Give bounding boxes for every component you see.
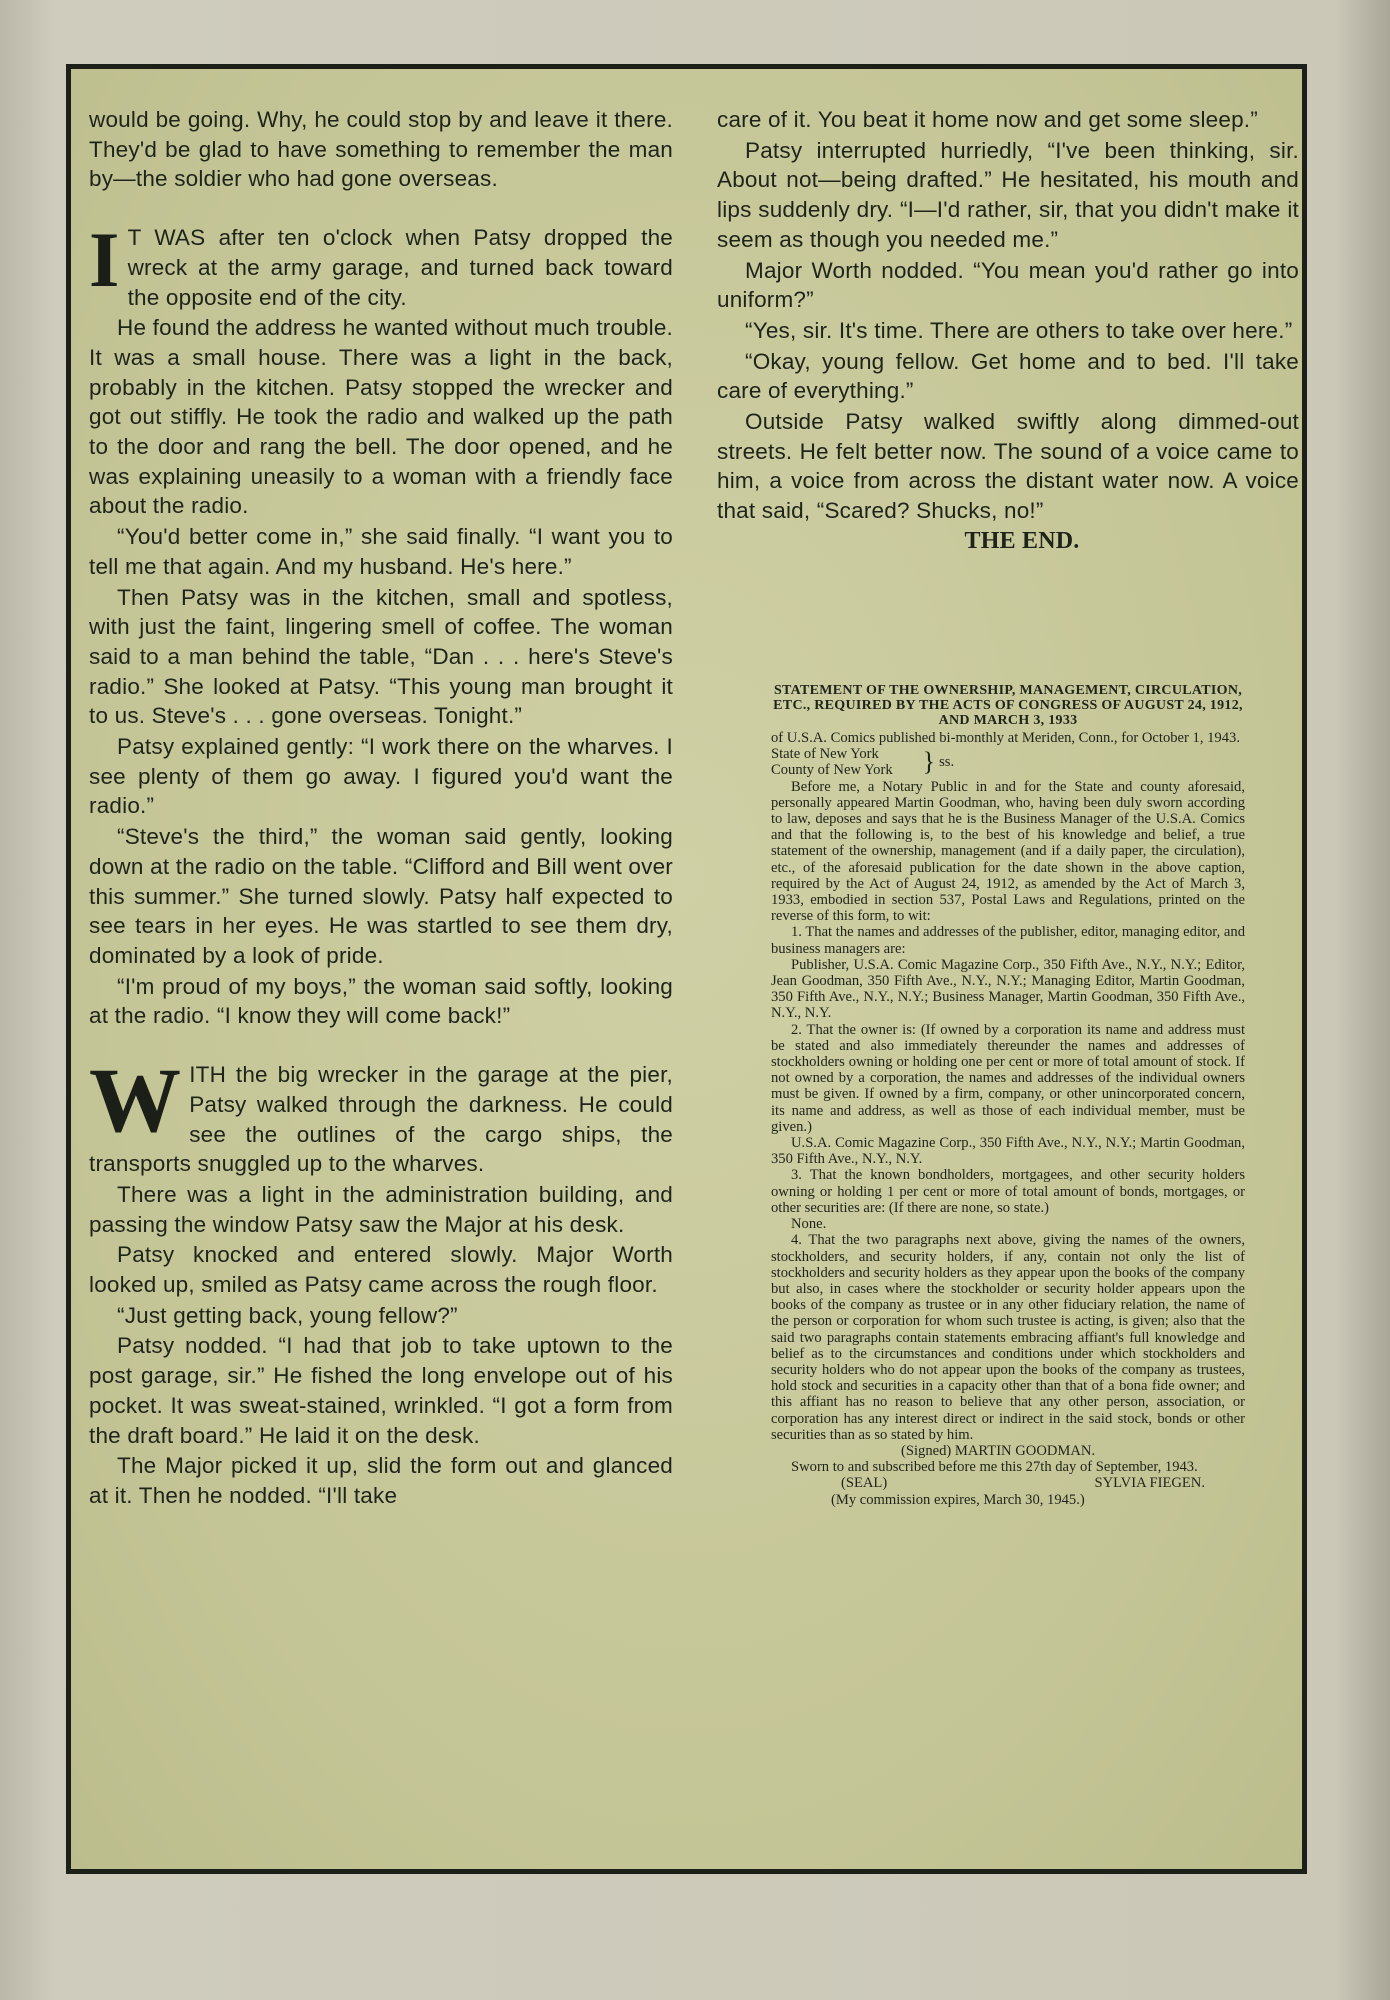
statement-paragraph: 4. That the two paragraphs next above, giving the names of the owners, stockholders, and security holders, if any, contain not only the list of stockholders and security holders as they appear upon the books of the company but also, in cases where the stockholder or security holder appears upon the books of the company as trustee or in any other fiduciary relation, the name of the person or corporation for whom such trustee is acting, is given; also that the said two paragraphs contain statements embracing affiant's full knowledge and belief as to the circumstances and conditions under which stockholders and security holders who do not appear upon the books of the company as trustees, hold stock and securities in a capacity other than that of a bona fide owner; and this affiant has no reason to believe that any other person, association, or corporation has any interest direct or indirect in the said stock, bonds or other securities than as so stated by him. [771, 1232, 1245, 1443]
story-paragraph: There was a light in the administration building, and passing the window Patsy saw the Major at his desk. [89, 1181, 673, 1237]
story-paragraph: Patsy explained gently: “I work there on the wharves. I see plenty of them go away. I figured you'd want the radio.” [89, 734, 673, 819]
venue-block [771, 746, 1245, 778]
statement-paragraph: 2. That the owner is: (If owned by a corporation its name and address must be stated and also immediately thereunder the names and addresses of stockholders owning or holding one per cent or more of total amount of stock. If not owned by a corporation, the names and addresses of the individual owners must be given. If owned by a firm, company, or other unincorporated concern, its name and address, as well as those of each individual member, must be given.) [771, 1021, 1245, 1135]
story-paragraph: Major Worth nodded. “You mean you'd rather go into uniform?” [717, 257, 1299, 313]
the-end-label: THE END. [964, 527, 1080, 554]
statement-paragraph: Publisher, U.S.A. Comic Magazine Corp., 350 Fifth Ave., N.Y., N.Y.; Editor, Jean Goodman, 350 Fifth Ave., N.Y., N.Y.; Managing Editor, Martin Goodman, 350 Fifth Ave., N.Y., N.Y.; Business Manager, Martin Goodman, 350 Fifth Ave., N.Y., N.Y. [771, 956, 1245, 1022]
story-right-column [717, 105, 1299, 558]
paragraph-text: T WAS after ten o'clock when Patsy dropped the wreck at the army garage, and turned back toward the opposite end of the city. [127, 225, 673, 310]
story-paragraph: “You'd better come in,” she said finally. “I want you to tell me that again. And my husband. He's here.” [89, 524, 673, 579]
statement-paragraph: None. [791, 1216, 827, 1233]
brace-icon: } [922, 747, 936, 777]
story-paragraph: Outside Patsy walked swiftly along dimmed-out streets. He felt better now. The sound of a voice came to him, a voice from across the distant water now. A voice that said, “Scared? Shucks, no!” [717, 409, 1299, 524]
story-paragraph: “Yes, sir. It's time. There are others to take over here.” [745, 317, 1293, 343]
statement-intro: of U.S.A. Comics published bi-monthly at Meriden, Conn., for October 1, 1943. [771, 730, 1240, 746]
venue-ss: ss. [939, 754, 955, 771]
sworn-line: Sworn to and subscribed before me this 27th day of September, 1943. [791, 1459, 1198, 1476]
statement-paragraph: 1. That the names and addresses of the publisher, editor, managing editor, and business managers are: [771, 924, 1245, 957]
venue-state: State of New York [771, 746, 879, 763]
story-paragraph: “Okay, young fellow. Get home and to bed. I'll take care of everything.” [717, 348, 1299, 404]
story-paragraph [89, 216, 673, 312]
story-paragraph: The Major picked it up, slid the form out and glanced at it. Then he nodded. “I'll take [89, 1453, 673, 1508]
venue-county: County of New York [771, 762, 893, 779]
story-paragraph: “I'm proud of my boys,” the woman said softly, looking at the radio. “I know they will come back!” [89, 973, 673, 1029]
story-left-column [89, 105, 673, 1512]
commission-line: (My commission expires, March 30, 1945.) [831, 1491, 1085, 1508]
story-paragraph: Patsy knocked and entered slowly. Major Worth looked up, smiled as Patsy came across the rough floor. [89, 1242, 673, 1298]
drop-cap: I [89, 216, 120, 304]
signature-line: (Signed) MARTIN GOODMAN. [901, 1442, 1096, 1459]
ownership-statement [771, 683, 1245, 1508]
seal-label: (SEAL) [841, 1475, 888, 1492]
statement-paragraph: U.S.A. Comic Magazine Corp., 350 Fifth Ave., N.Y., N.Y.; Martin Goodman, 350 Fifth Ave., N.Y., N.Y. [771, 1135, 1245, 1168]
page-border [66, 64, 1307, 1874]
story-paragraph: Patsy nodded. “I had that job to take uptown to the post garage, sir.” He fished the long envelope out of his pocket. It was sweat-stained, wrinkled. “I got a form from the draft board.” He laid it on the desk. [89, 1333, 673, 1448]
story-paragraph: “Just getting back, young fellow?” [117, 1302, 458, 1328]
statement-paragraph: Before me, a Notary Public in and for the State and county aforesaid, personally appeared Martin Goodman, who, having been duly sworn according to law, deposes and says that he is the Business Manager of the U.S.A. Comics and that the following is, to the best of his knowledge and belief, a true statement of the ownership, management (and if a daily paper, the circulation), etc., of the aforesaid publication for the date shown in the above caption, required by the Act of August 24, 1912, as amended by the Act of March 3, 1933, embodied in section 537, Postal Laws and Regulations, printed on the reverse of this form, to wit: [771, 778, 1245, 925]
statement-heading: STATEMENT OF THE OWNERSHIP, MANAGEMENT, CIRCULATION, ETC., REQUIRED BY THE ACTS OF CONGRESS OF AUGUST 24, 1912, AND MARCH 3, 1933 [773, 683, 1243, 728]
seal-line [771, 1475, 1245, 1491]
story-paragraph [89, 1049, 673, 1179]
story-paragraph: “Steve's the third,” the woman said gently, looking down at the radio on the table. “Clifford and Bill went over this summer.” She turned slowly. Patsy half expected to see tears in her eyes. He was startled to see them dry, dominated by a look of pride. [89, 824, 673, 968]
story-paragraph: Then Patsy was in the kitchen, small and spotless, with just the faint, lingering smell of coffee. The woman said to a man behind the table, “Dan . . . here's Steve's radio.” She looked at Patsy. “This young man brought it to us. Steve's . . . gone overseas. Tonight.” [89, 584, 673, 729]
statement-paragraph: 3. That the known bondholders, mortgagees, and other security holders owning or holding 1 per cent or more of total amount of bonds, mortgages, or other securities are: (If there are none, so state.) [771, 1167, 1245, 1216]
story-paragraph: would be going. Why, he could stop by and leave it there. They'd be glad to have something to remember the man by—the soldier who had gone overseas. [89, 107, 673, 192]
paragraph-text: ITH the big wrecker in the garage at the pier, Patsy walked through the darkness. He could see the outlines of the cargo ships, the transports snuggled up to the wharves. [89, 1062, 673, 1177]
drop-cap: W [89, 1049, 182, 1152]
story-paragraph: care of it. You beat it home now and get some sleep.” [717, 107, 1258, 132]
notary-name: SYLVIA FIEGEN. [1094, 1475, 1205, 1492]
story-paragraph: He found the address he wanted without much trouble. It was a small house. There was a light in the back, probably in the kitchen. Patsy stopped the wrecker and got out stiffly. He took the radio and walked up the path to the door and rang the bell. The door opened, and he was explaining uneasily to a woman with a friendly face about the radio. [89, 315, 673, 519]
story-paragraph: Patsy interrupted hurriedly, “I've been thinking, sir. About not—being drafted.” He hesitated, his mouth and lips suddenly dry. “I—I'd rather, sir, that you didn't make it seem as though you needed me.” [717, 137, 1299, 252]
